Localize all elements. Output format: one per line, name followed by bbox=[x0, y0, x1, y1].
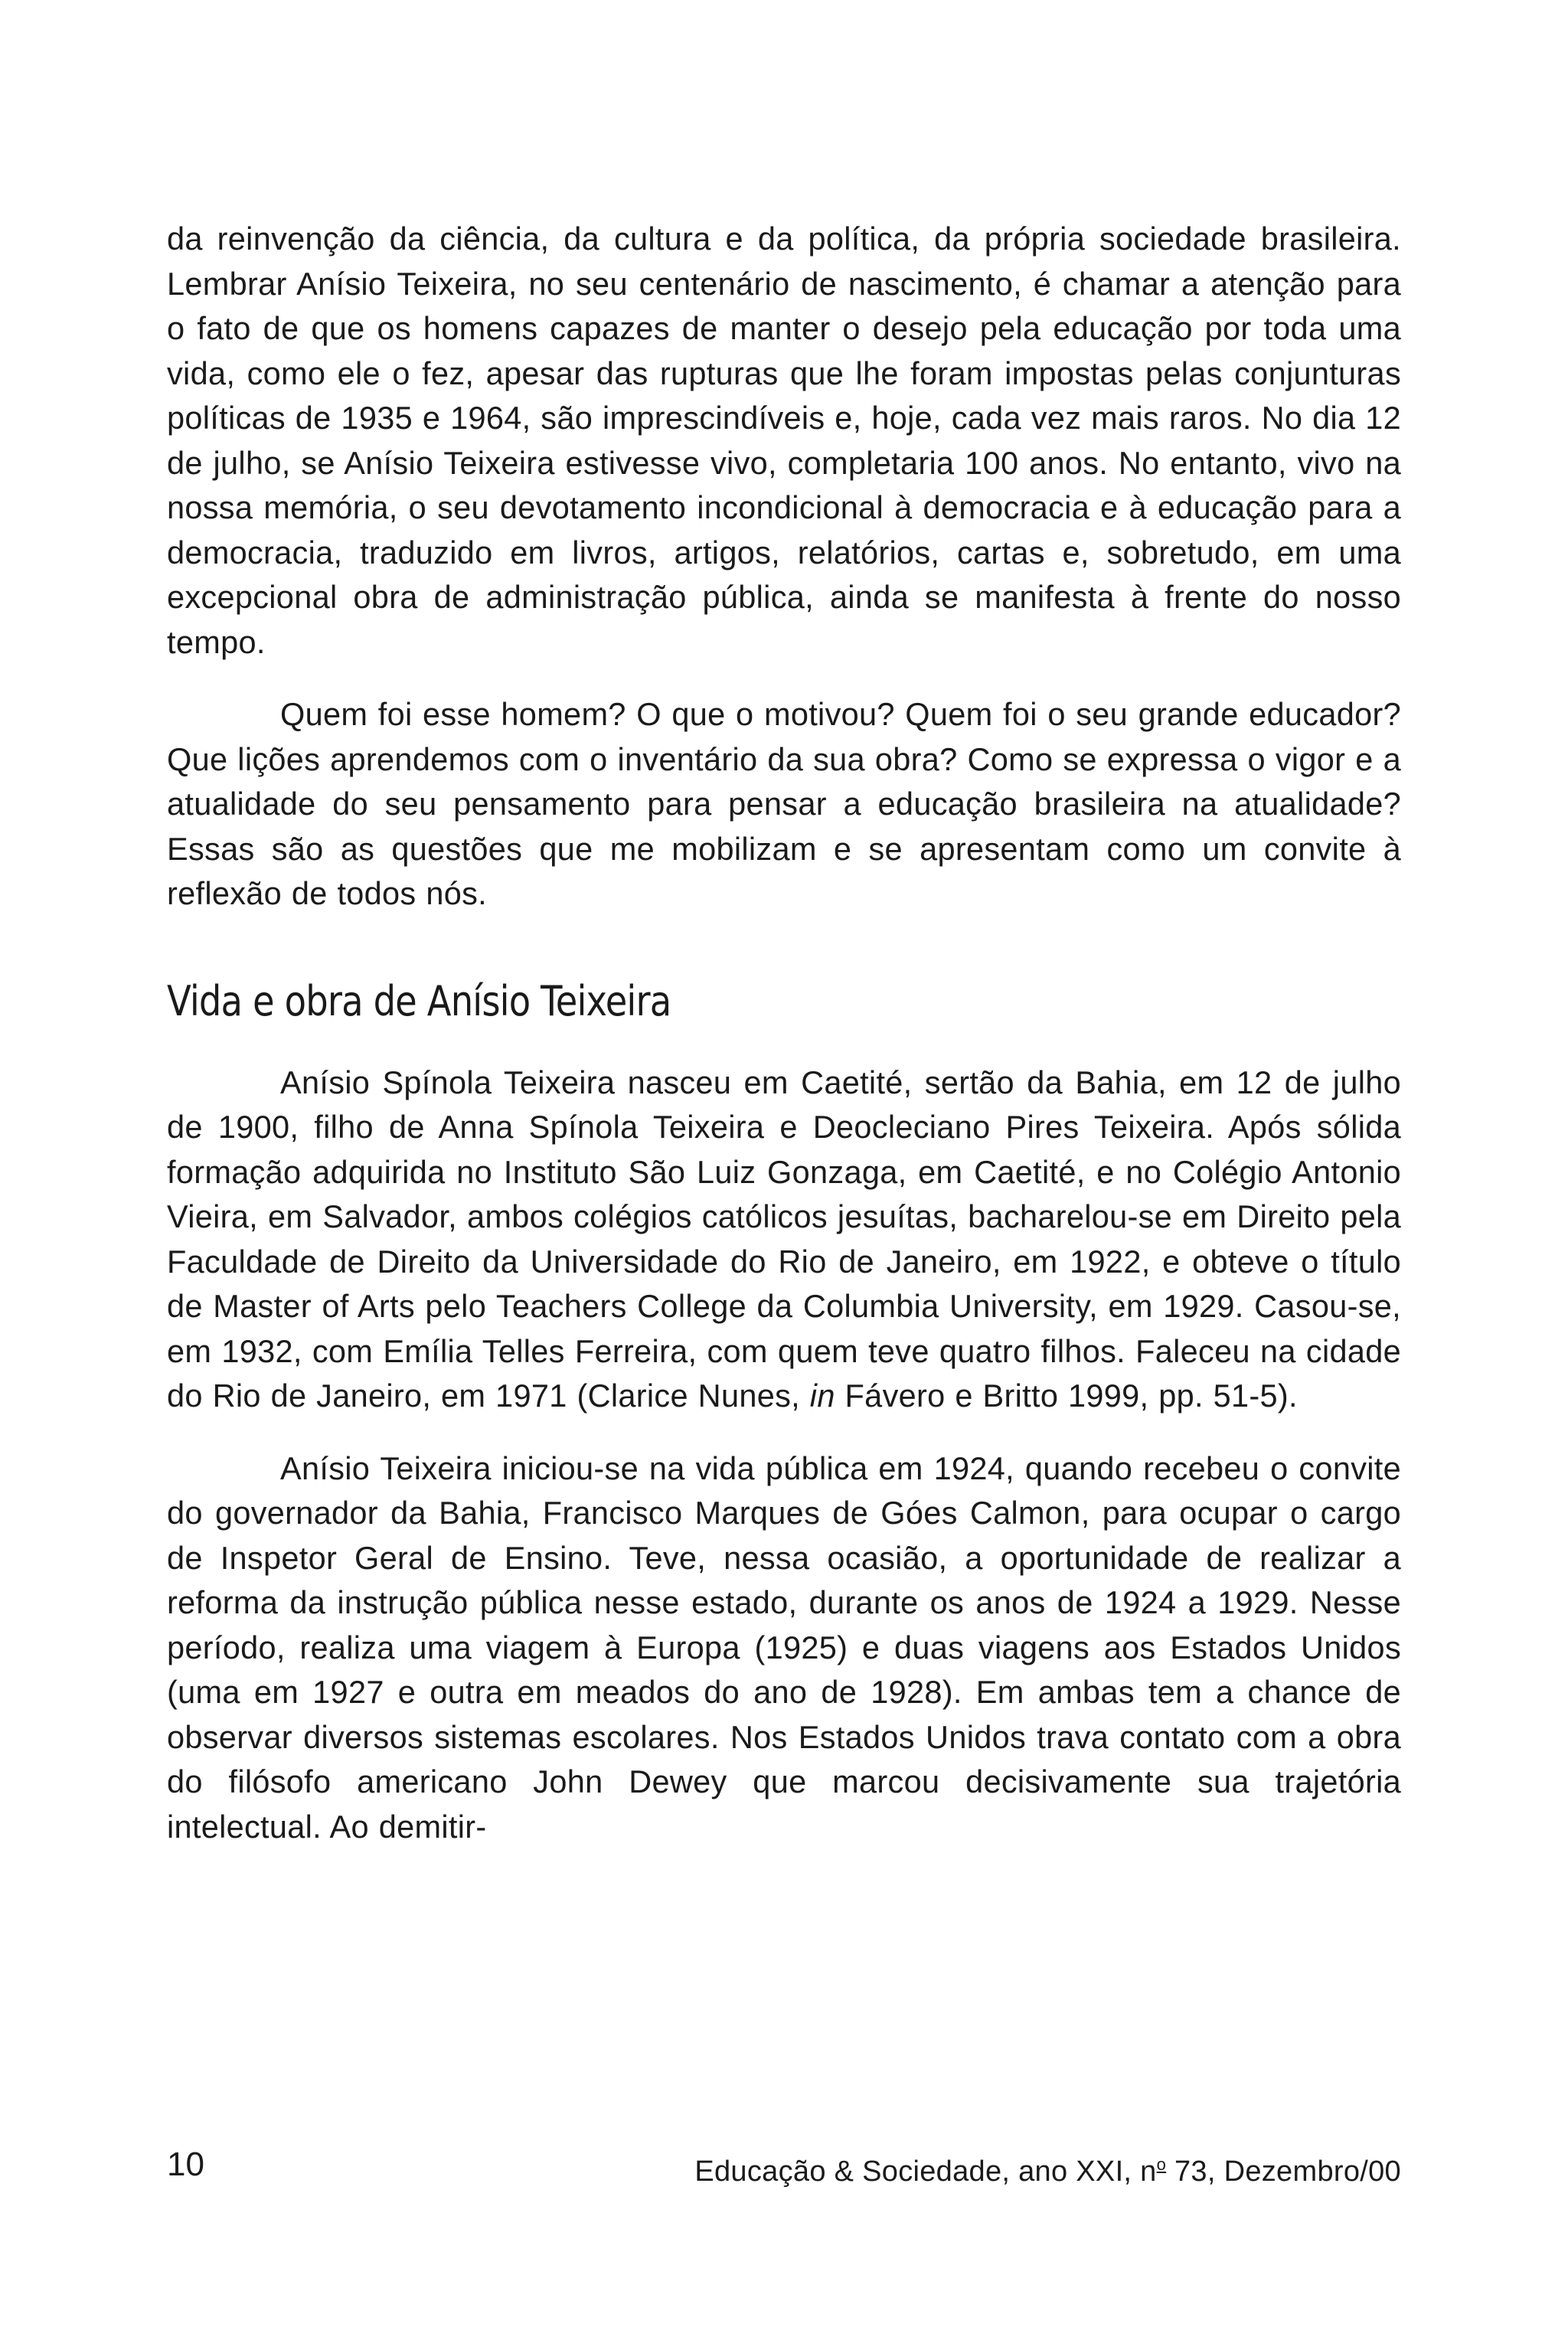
paragraph-public-life: Anísio Teixeira iniciou-se na vida pública em 1924, quando recebeu o convite do governador da Bahia, Francisco Marques de Góes Calmon, para ocupar o cargo de Inspetor Geral de Ensino. Teve, nessa ocasião, a oportunidade de realizar a reforma da instrução pública nesse estado, durante os anos de 1924 a 1929. Nesse período, realiza uma viagem à Europa (1925) e duas viagens aos Estados Unidos (uma em 1927 e outra em meados do ano de 1928). Em ambas tem a chance de observar diversos sistemas escolares. Nos Estados Unidos trava contato com a obra do filósofo americano John Dewey que marcou decisivamente sua trajetória intelectual. Ao demitir- bbox=[167, 1450, 1401, 1845]
italic-in: in bbox=[809, 1378, 835, 1414]
journal-issue: 73, Dezembro/00 bbox=[1166, 2156, 1401, 2188]
page-footer bbox=[167, 2142, 1401, 2188]
page-body bbox=[167, 217, 1401, 1849]
biography-citation: Fávero e Britto 1999, pp. 51-5). bbox=[835, 1378, 1298, 1414]
section-heading: Vida e obra de Anísio Teixeira bbox=[167, 976, 671, 1025]
paragraph-biography bbox=[167, 1061, 1401, 1419]
number-superscript: o bbox=[1156, 2155, 1167, 2174]
page-number: 10 bbox=[167, 2146, 204, 2183]
paragraph-questions: Quem foi esse homem? O que o motivou? Quem foi o seu grande educador? Que lições aprendemos com o inventário da sua obra? Como se expressa o vigor e a atualidade do seu pensamento para pensar a educação brasileira na atualidade? Essas são as questões que me mobilizam e se apresentam como um convite à reflexão de todos nós. bbox=[167, 696, 1401, 911]
journal-reference bbox=[694, 2142, 1401, 2195]
biography-text: Anísio Spínola Teixeira nasceu em Caetité, sertão da Bahia, em 12 de julho de 1900, filho de Anna Spínola Teixeira e Deocleciano Pires Teixeira. Após sólida formação adquirida no Instituto São Luiz Gonzaga, em Caetité, e no Colégio Antonio Vieira, em Salvador, ambos colégios católicos jesuítas, bacharelou-se em Direito pela Faculdade de Direito da Universidade do Rio de Janeiro, em 1922, e obteve o título de Master of Arts pelo Teachers College da Columbia University, em 1929. Casou-se, em 1932, com Emília Telles Ferreira, com quem teve quatro filhos. Faleceu na cidade do Rio de Janeiro, em 1971 (Clarice Nunes, bbox=[167, 1064, 1401, 1414]
journal-name: Educação & Sociedade, ano XXI, n bbox=[694, 2156, 1157, 2188]
paragraph-continuation: da reinvenção da ciência, da cultura e da política, da própria sociedade brasileira. Lembrar Anísio Teixeira, no seu centenário de nascimento, é chamar a atenção para o fato de que os homens capazes de manter o desejo pela educação por toda uma vida, como ele o fez, apesar das rupturas que lhe foram impostas pelas conjunturas políticas de 1935 e 1964, são imprescindíveis e, hoje, cada vez mais raros. No dia 12 de julho, se Anísio Teixeira estivesse vivo, completaria 100 anos. No entanto, vivo na nossa memória, o seu devotamento incondicional à democracia e à educação para a democracia, traduzido em livros, artigos, relatórios, cartas e, sobretudo, em uma excepcional obra de administração pública, ainda se manifesta à frente do nosso tempo. bbox=[167, 221, 1401, 660]
